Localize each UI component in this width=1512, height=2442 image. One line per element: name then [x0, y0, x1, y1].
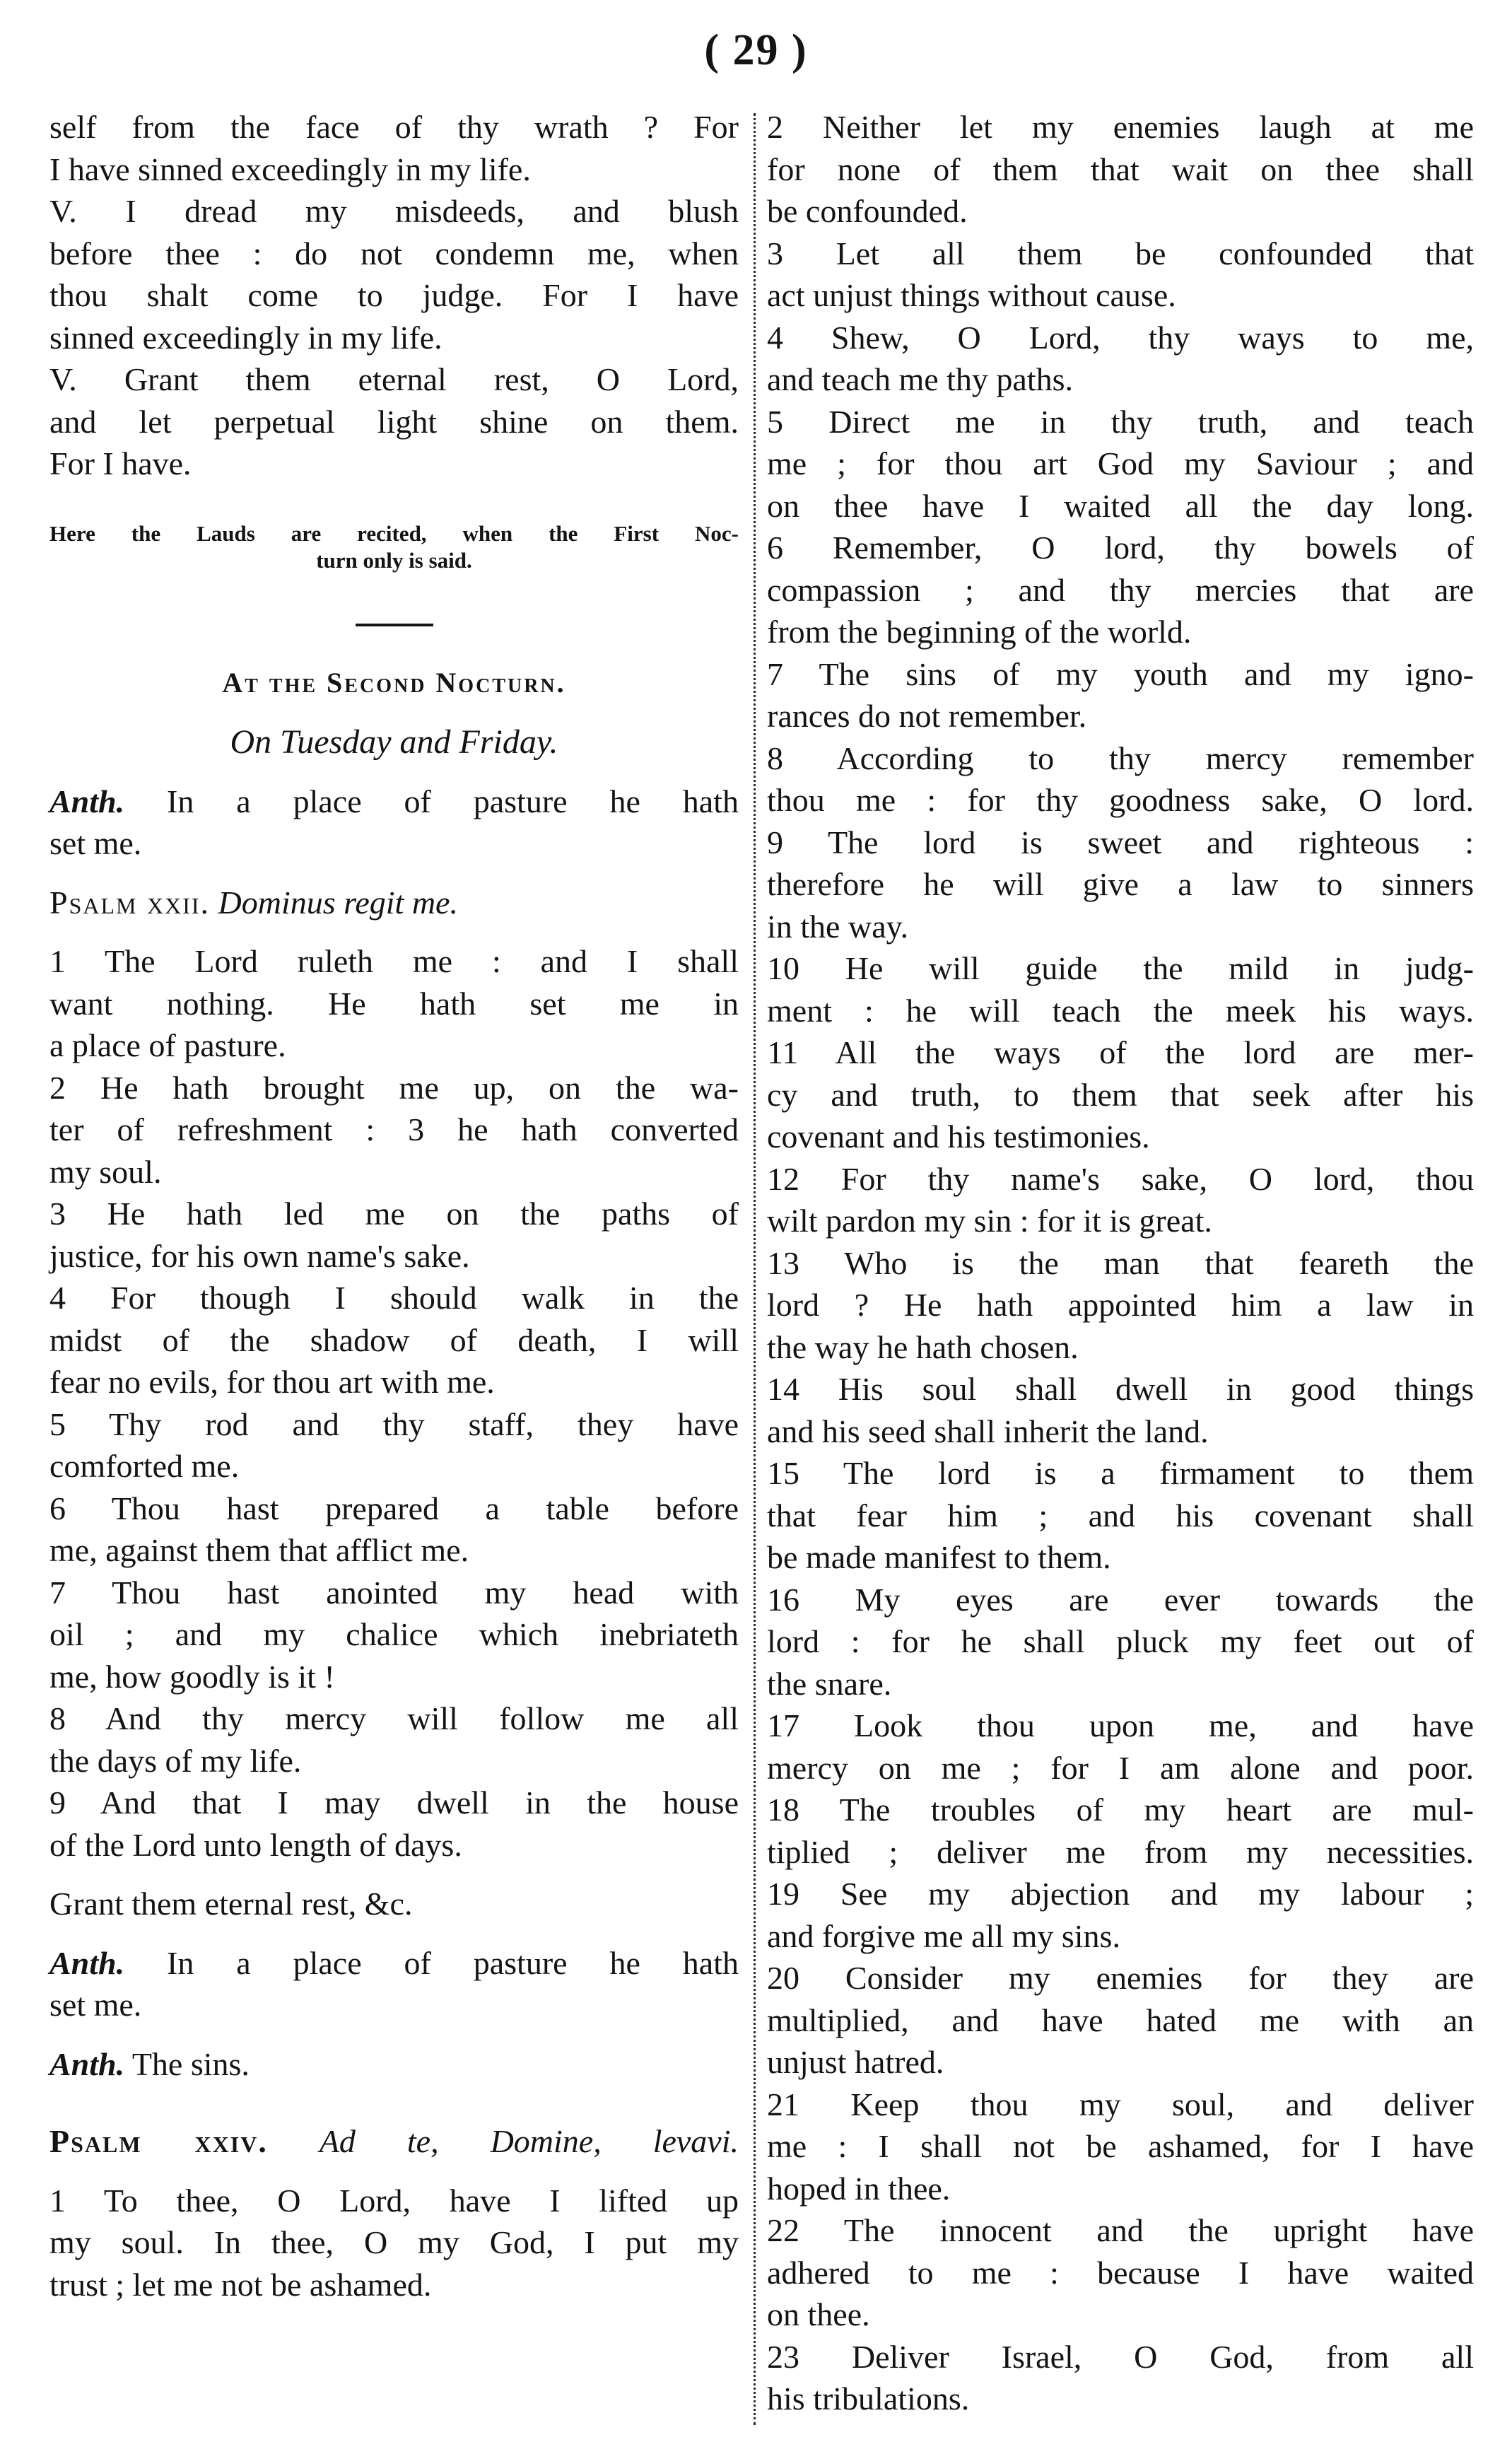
psalm-incipit: Ad te, Domine, levavi.	[319, 2123, 739, 2159]
psalm-line: be made manifest to them.	[767, 1539, 1111, 1575]
psalm-line: 10 He will guide the mild in judg-	[767, 950, 1474, 986]
psalm-line: compassion ; and thy mercies that are	[767, 571, 1474, 608]
psalm-line: 8 And thy mercy will follow me all	[49, 1700, 739, 1736]
right-column	[767, 106, 1474, 2420]
antiphon-line: set me.	[49, 825, 142, 861]
psalm-line: of the Lord unto length of days.	[49, 1826, 462, 1863]
psalm-line: for none of them that wait on thee shall	[767, 151, 1474, 187]
versicle-line: V. I dread my misdeeds, and blush	[49, 193, 739, 229]
versicle-line: sinned exceedingly in my life.	[49, 319, 443, 356]
psalm-line: me, how goodly is it !	[49, 1658, 335, 1695]
antiphon-label: Anth.	[49, 1944, 125, 1981]
psalm-line: the way he hath chosen.	[767, 1328, 1079, 1365]
psalm-line: 18 The troubles of my heart are mul-	[767, 1792, 1474, 1828]
psalm-line: 12 For thy name's sake, O lord, thou	[767, 1160, 1474, 1197]
psalm-line: 1 To thee, O Lord, have I lifted up	[49, 2182, 739, 2219]
psalm-line: 8 According to thy mercy remember	[767, 740, 1474, 776]
psalm-line: 22 The innocent and the upright have	[767, 2212, 1474, 2248]
psalm-line: thou me : for thy goodness sake, O lord.	[767, 782, 1474, 818]
text-line: I have sinned exceedingly in my life.	[49, 151, 531, 187]
psalm-line: 13 Who is the man that feareth the	[767, 1244, 1474, 1281]
psalm-line: from the beginning of the world.	[767, 614, 1192, 650]
psalm-line: his tribulations.	[767, 2380, 970, 2417]
psalm-line: be confounded.	[767, 193, 968, 229]
antiphon-line: Anth. In a place of pasture he hath	[49, 783, 739, 819]
psalm-line: 6 Remember, O lord, thy bowels of	[767, 530, 1474, 566]
psalm-line: my soul. In thee, O my God, I put my	[49, 2224, 739, 2260]
antiphon-label: Anth.	[49, 2045, 125, 2082]
psalm-line: covenant and his testimonies.	[767, 1118, 1150, 1155]
psalm-line: mercy on me ; for I am alone and poor.	[767, 1749, 1474, 1786]
psalm-line: 21 Keep thou my soul, and deliver	[767, 2086, 1474, 2122]
psalm-number: Psalm xxiv.	[49, 2123, 268, 2159]
psalm-line: 20 Consider my enemies for they are	[767, 1960, 1474, 1996]
versicle-line: thou shalt come to judge. For I have	[49, 277, 739, 313]
psalm-line: ter of refreshment : 3 he hath converted	[49, 1111, 739, 1147]
antiphon-line: Anth. The sins.	[49, 2045, 250, 2082]
versicle-line: before thee : do not condemn me, when	[49, 235, 739, 271]
psalm-line: 16 My eyes are ever towards the	[767, 1581, 1474, 1618]
versicle-line: V. Grant them eternal rest, O Lord,	[49, 361, 739, 397]
psalm-line: wilt pardon my sin : for it is great.	[767, 1203, 1212, 1239]
versicle-line: For I have.	[49, 445, 192, 481]
psalm-line: 5 Direct me in thy truth, and teach	[767, 403, 1474, 440]
psalm-line: that fear him ; and his covenant shall	[767, 1497, 1474, 1533]
day-heading: On Tuesday and Friday.	[230, 723, 558, 761]
psalm-line: rances do not remember.	[767, 698, 1087, 734]
psalm-line: 9 And that I may dwell in the house	[49, 1784, 739, 1821]
psalm-line: adhered to me : because I have waited	[767, 2254, 1474, 2291]
psalm-line: 1 The Lord ruleth me : and I shall	[49, 943, 739, 979]
psalm-line: 2 Neither let my enemies laugh at me	[767, 109, 1474, 145]
psalm-line: and his seed shall inherit the land.	[767, 1413, 1209, 1449]
psalm-line: oil ; and my chalice which inebriateth	[49, 1616, 739, 1652]
psalm-line: 2 He hath brought me up, on the wa-	[49, 1069, 739, 1106]
psalm-line: 6 Thou hast prepared a table before	[49, 1490, 739, 1526]
psalm-line: fear no evils, for thou art with me.	[49, 1364, 495, 1400]
antiphon-line: set me.	[49, 1987, 142, 2023]
psalm-line: 11 All the ways of the lord are mer-	[767, 1034, 1474, 1070]
psalm-line: a place of pasture.	[49, 1027, 286, 1063]
gloria-line: Grant them eternal rest, &c.	[49, 1886, 413, 1922]
page-number: ( 29 )	[704, 26, 808, 74]
antiphon-line: Anth. In a place of pasture he hath	[49, 1944, 739, 1981]
psalm-title	[49, 882, 739, 924]
text-line: self from the face of thy wrath ? For	[49, 109, 739, 145]
psalm-line: 19 See my abjection and my labour ;	[767, 1876, 1474, 1912]
psalm-line: on thee.	[767, 2296, 870, 2332]
psalm-line: unjust hatred.	[767, 2044, 944, 2080]
psalm-line: 14 His soul shall dwell in good things	[767, 1371, 1474, 1407]
psalm-line: midst of the shadow of death, I will	[49, 1321, 739, 1358]
psalm-line: justice, for his own name's sake.	[49, 1237, 470, 1274]
psalm-title	[49, 2120, 739, 2163]
psalm-line: 7 The sins of my youth and my igno-	[767, 655, 1474, 692]
psalm-line: 3 Let all them be confounded that	[767, 235, 1474, 271]
left-column	[49, 106, 739, 2306]
psalm-line: on thee have I waited all the day long.	[767, 487, 1474, 524]
psalm-incipit: Dominus regit me.	[218, 884, 458, 921]
psalm-line: 7 Thou hast anointed my head with	[49, 1574, 739, 1611]
versicle-line: and let perpetual light shine on them.	[49, 403, 739, 440]
psalm-line: the snare.	[767, 1665, 892, 1702]
rubric-note: Here the Lauds are recited, when the First Noc-	[49, 520, 739, 546]
nocturn-heading: At the Second Nocturn.	[222, 666, 566, 699]
psalm-line: me ; for thou art God my Saviour ; and	[767, 445, 1474, 481]
psalm-line: me, against them that afflict me.	[49, 1532, 469, 1568]
psalm-line: therefore he will give a law to sinners	[767, 866, 1474, 902]
rubric-note: turn only is said.	[316, 547, 472, 573]
psalm-line: want nothing. He hath set me in	[49, 985, 739, 1022]
psalm-line: trust ; let me not be ashamed.	[49, 2266, 432, 2303]
psalm-line: 4 For though I should walk in the	[49, 1280, 739, 1316]
column-divider	[754, 113, 756, 2425]
psalm-line: 17 Look thou upon me, and have	[767, 1707, 1474, 1743]
psalm-line: multiplied, and have hated me with an	[767, 2002, 1474, 2038]
psalm-line: lord ? He hath appointed him a law in	[767, 1287, 1474, 1323]
psalm-line: 15 The lord is a firmament to them	[767, 1455, 1474, 1491]
psalm-line: the days of my life.	[49, 1742, 302, 1779]
psalm-line: comforted me.	[49, 1448, 240, 1484]
psalm-line: hoped in thee.	[767, 2170, 951, 2207]
psalm-line: 5 Thy rod and thy staff, they have	[49, 1406, 739, 1442]
psalm-line: 3 He hath led me on the paths of	[49, 1196, 739, 1232]
psalm-line: cy and truth, to them that seek after his	[767, 1076, 1474, 1113]
psalm-line: my soul.	[49, 1153, 162, 1190]
psalm-line: and teach me thy paths.	[767, 361, 1074, 397]
psalm-line: 4 Shew, O Lord, thy ways to me,	[767, 319, 1474, 356]
psalm-line: tiplied ; deliver me from my necessities.	[767, 1833, 1474, 1870]
antiphon-label: Anth.	[49, 783, 125, 819]
psalm-line: ment : he will teach the meek his ways.	[767, 992, 1474, 1029]
psalm-line: lord : for he shall pluck my feet out of	[767, 1623, 1474, 1659]
psalm-line: 9 The lord is sweet and righteous :	[767, 824, 1474, 860]
psalm-line: 23 Deliver Israel, O God, from all	[767, 2338, 1474, 2375]
psalm-line: and forgive me all my sins.	[767, 1917, 1120, 1954]
psalm-line: act unjust things without cause.	[767, 277, 1176, 313]
psalm-number: Psalm xxii.	[49, 884, 211, 921]
psalm-line: in the way.	[767, 908, 909, 945]
psalm-line: me : I shall not be ashamed, for I have	[767, 2128, 1474, 2164]
